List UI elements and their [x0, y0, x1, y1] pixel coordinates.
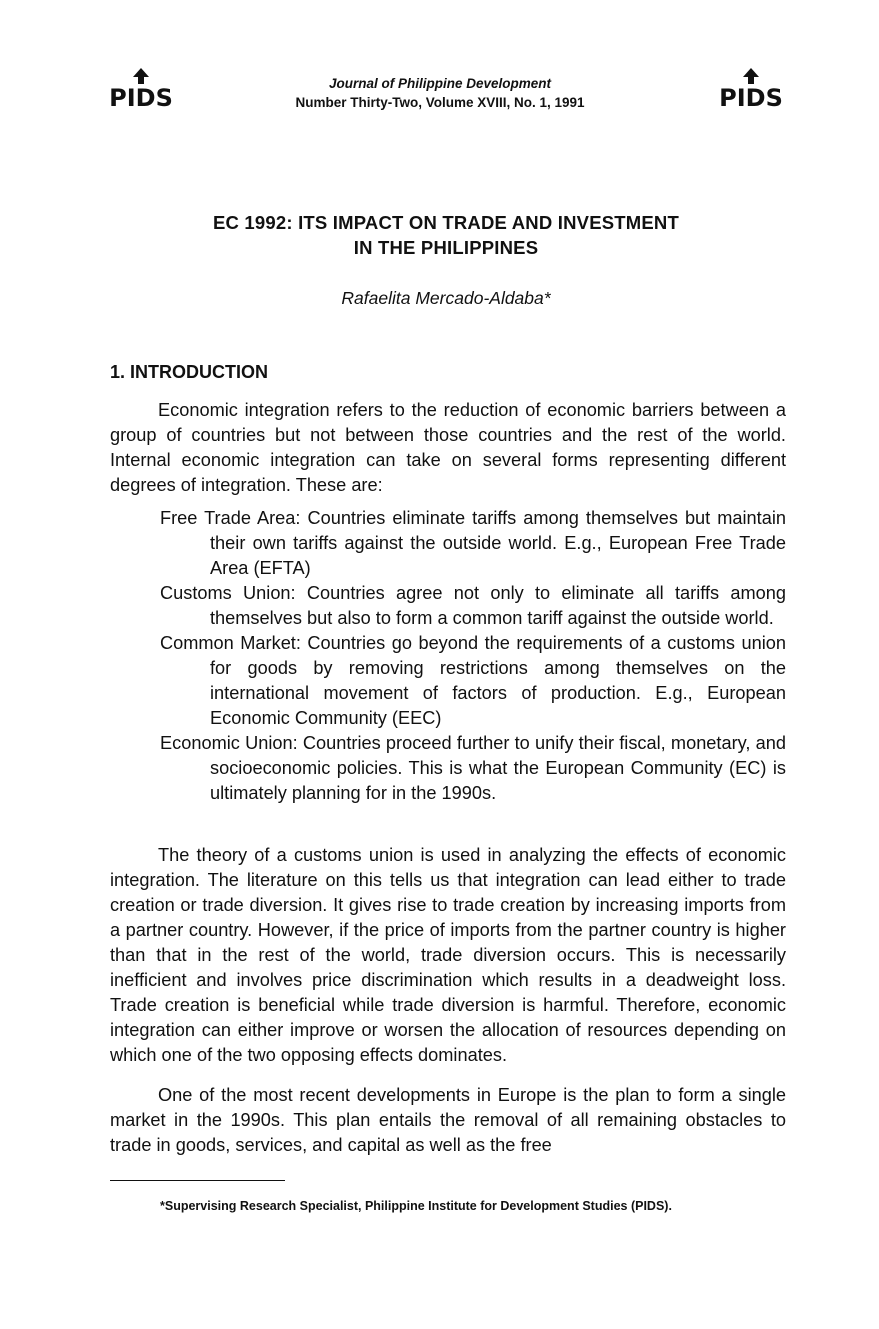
journal-header: [240, 74, 640, 112]
journal-issue: Number Thirty-Two, Volume XVIII, No. 1, 1991: [295, 95, 585, 110]
footnote: *Supervising Research Specialist, Philippine Institute for Development Studies (PIDS).: [160, 1199, 672, 1213]
pids-logo-right: [718, 68, 784, 108]
paragraph-3-block: [110, 1083, 786, 1158]
svg-text:PIDS: PIDS: [719, 84, 783, 108]
title-line-1: EC 1992: ITS IMPACT ON TRADE AND INVESTMENT: [212, 212, 679, 233]
paragraph: One of the most recent developments in Europe is the plan to form a single market in the 1990s. This plan entails the removal of all remaining obstacles to trade in goods, services, and capital as well as the free: [110, 1085, 786, 1155]
pids-logo-icon: [108, 68, 174, 108]
definition-economic-union: Economic Union: Countries proceed further to unify their fiscal, monetary, and socioeconomic policies. This is what the European Community (EC) is ultimately planning for in the 1990s.: [160, 733, 786, 803]
author-name: Rafaelita Mercado-Aldaba*: [341, 288, 551, 308]
footnote-divider: [110, 1180, 285, 1181]
journal-title: Journal of Philippine Development: [328, 76, 552, 91]
paragraph-1-block: [110, 398, 786, 498]
pids-logo-icon: [718, 68, 784, 108]
definition-customs-union: Customs Union: Countries agree not only to eliminate all tariffs among themselves but also to form a common tariff against the outside world.: [160, 583, 786, 628]
paragraph: Economic integration refers to the reduction of economic barriers between a group of countries but not between those countries and the rest of the world. Internal economic integration can take on several forms representing different degrees of integration. These are:: [110, 400, 786, 495]
title-line-2: IN THE PHILIPPINES: [353, 237, 539, 258]
pids-logo-left: [108, 68, 174, 108]
section-heading: 1. INTRODUCTION: [110, 362, 269, 382]
svg-text:PIDS: PIDS: [109, 84, 173, 108]
definition-common-market: Common Market: Countries go beyond the requirements of a customs union for goods by removing restrictions among themselves on the international movement of factors of production. E.g., European Economic Community (EEC): [160, 633, 786, 728]
paragraph: The theory of a customs union is used in analyzing the effects of economic integration. The literature on this tells us that integration can lead either to trade creation or trade diversion. It gives rise to trade creation by increasing imports from a partner country. However, if the price of imports from the partner country is higher than that in the rest of the world, trade diversion occurs. This is necessarily inefficient and involves price discrimination which results in a deadweight loss. Trade creation is beneficial while trade diversion is harmful. Therefore, economic integration can either improve or worsen the allocation of resources depending on which one of the two opposing effects dominates.: [110, 845, 786, 1065]
definition-list: [110, 506, 786, 806]
article-title: [110, 210, 782, 260]
definition-free-trade-area: Free Trade Area: Countries eliminate tariffs among themselves but maintain their own tariffs against the outside world. E.g., European Free Trade Area (EFTA): [160, 508, 786, 578]
paragraph-2-block: [110, 843, 786, 1068]
